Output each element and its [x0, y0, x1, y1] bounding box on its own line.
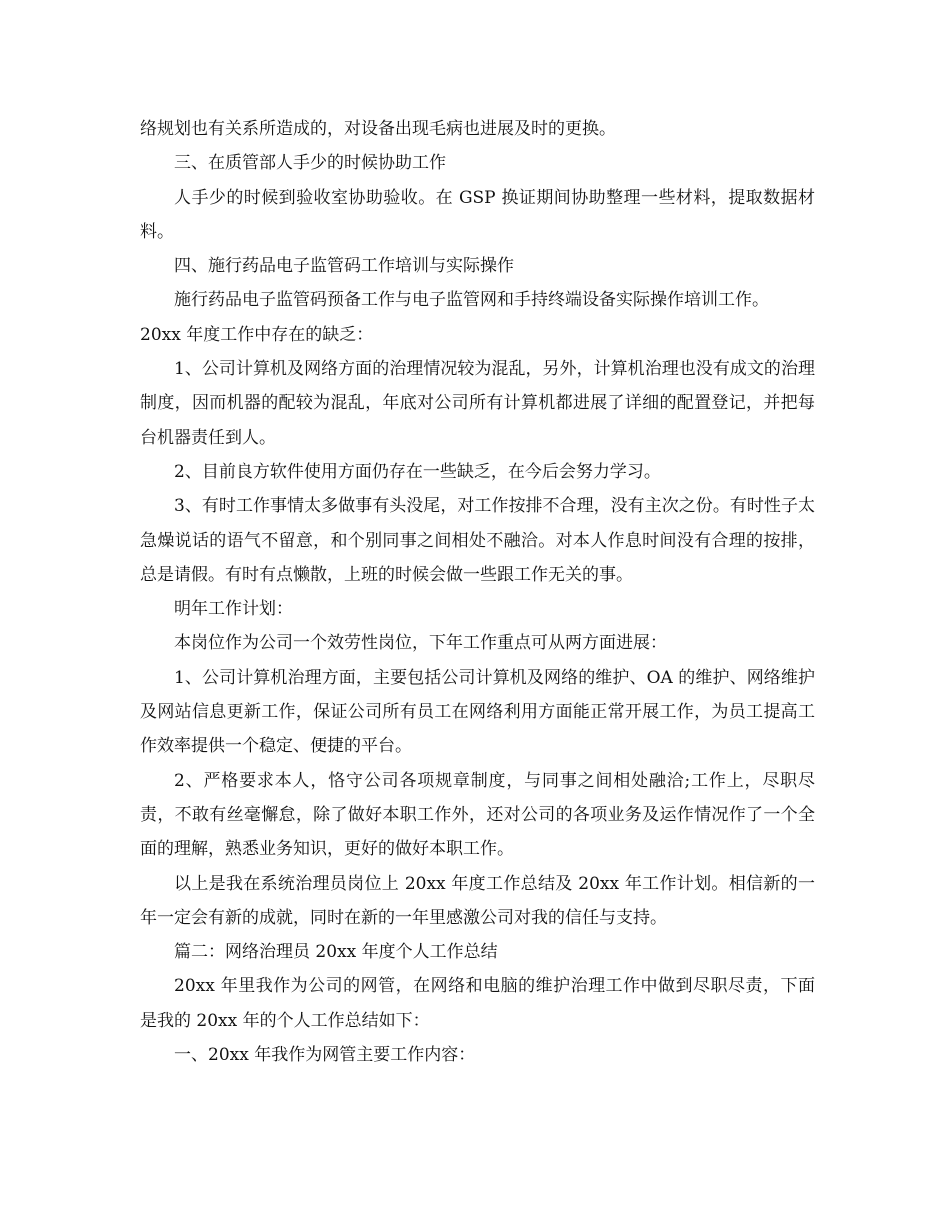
- section-heading: 四、施行药品电子监管码工作培训与实际操作: [174, 256, 514, 277]
- list-item: 3、有时工作事情太多做事有头没尾，对工作按排不合理，没有主次之份。有时性子太急燥说话的语气不留意，和个别同事之间相处不融洽。对本人作息时间没有合理的按排，总是请假。有时有点懒散，上班的时候会做一些跟工作无关的事。: [140, 496, 815, 585]
- paragraph: 本岗位作为公司一个效劳性岗位，下年工作重点可从两方面进展：: [174, 633, 667, 654]
- paragraph: 络规划也有关系所造成的，对设备出现毛病也进展及时的更换。: [140, 119, 616, 139]
- paragraph: 人手少的时候到验收室协助验收。在 GSP 换证期间协助整理一些材料，提取数据材料。: [140, 187, 815, 242]
- section-heading: 一、20xx 年我作为网管主要工作内容：: [174, 1045, 476, 1066]
- paragraph: 20xx 年里我作为公司的网管，在网络和电脑的维护治理工作中做到尽职尽责，下面是我的 20xx 年的个人工作总结如下：: [140, 976, 815, 1031]
- paragraph: 以上是我在系统治理员岗位上 20xx 年度工作总结及 20xx 年工作计划。相信新的一年一定会有新的成就，同时在新的一年里感激公司对我的信任与支持。: [140, 873, 815, 928]
- paragraph: 施行药品电子监管码预备工作与电子监管网和手持终端设备实际操作培训工作。: [174, 290, 769, 311]
- document-body: [140, 112, 815, 1072]
- section-heading: 三、在质管部人手少的时候协助工作: [174, 153, 446, 174]
- section-heading: 明年工作计划：: [174, 599, 293, 620]
- list-item: 1、公司计算机治理方面，主要包括公司计算机及网络的维护、OA 的维护、网络维护及网站信息更新工作，保证公司所有员工在网络利用方面能正常开展工作，为员工提高工作效率提供一个稳定、便捷的平台。: [140, 667, 815, 757]
- list-item: 2、目前良方软件使用方面仍存在一些缺乏，在今后会努力学习。: [174, 461, 661, 482]
- section-heading: 20xx 年度工作中存在的缺乏：: [140, 324, 374, 345]
- list-item: 2、严格要求本人，恪守公司各项规章制度，与同事之间相处融洽;工作上，尽职尽责，不敢有丝毫懈怠，除了做好本职工作外，还对公司的各项业务及运作情况作了一个全面的理解，熟悉业务知识，更好的做好本职工作。: [140, 770, 815, 860]
- list-item: 1、公司计算机及网络方面的治理情况较为混乱，另外，计算机治理也没有成文的治理制度，因而机器的配较为混乱，年底对公司所有计算机都进展了详细的配置登记，并把每台机器责任到人。: [140, 359, 815, 448]
- article-title: 篇二：网络治理员 20xx 年度个人工作总结: [174, 942, 498, 963]
